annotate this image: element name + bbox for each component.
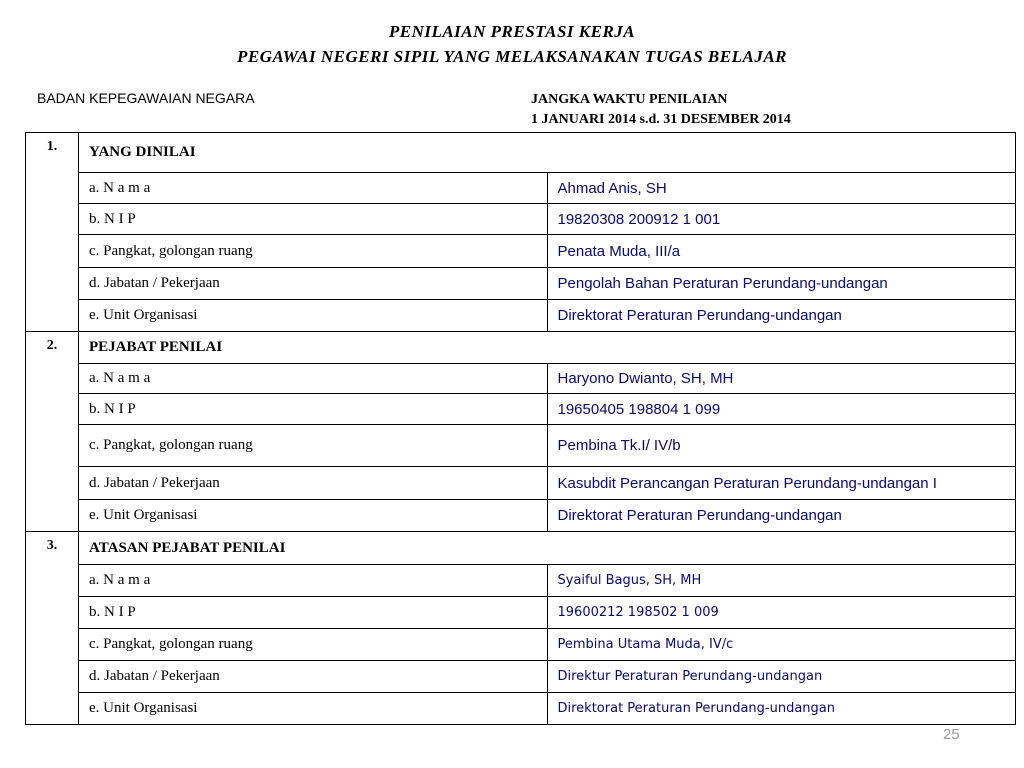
- agency-name: BADAN KEPEGAWAIAN NEGARA: [37, 90, 255, 106]
- section-1-number: 1.: [26, 133, 79, 332]
- section-2-heading: PEJABAT PENILAI: [79, 332, 1016, 364]
- assessment-period: [531, 90, 791, 130]
- table-row: [26, 268, 1016, 300]
- nip-label: b. N I P: [79, 204, 548, 235]
- period-label: JANGKA WAKTU PENILAIAN: [531, 92, 728, 107]
- title-line-1: PENILAIAN PRESTASI KERJA: [388, 22, 636, 41]
- section-2-heading-row: [26, 332, 1016, 364]
- section-3-heading-row: [26, 532, 1016, 565]
- section-3-jabatan-value: Direktur Peraturan Perundang-undangan: [547, 661, 1016, 693]
- jabatan-label: d. Jabatan / Pekerjaan: [79, 467, 548, 500]
- section-1-heading-row: [26, 133, 1016, 173]
- section-2-nama-value: Haryono Dwianto, SH, MH: [547, 364, 1016, 394]
- period-value: 1 JANUARI 2014 s.d. 31 DESEMBER 2014: [531, 112, 791, 127]
- table-row: [26, 300, 1016, 332]
- jabatan-label: d. Jabatan / Pekerjaan: [79, 661, 548, 693]
- pangkat-label: c. Pangkat, golongan ruang: [79, 425, 548, 467]
- table-row: [26, 629, 1016, 661]
- unit-label: e. Unit Organisasi: [79, 500, 548, 532]
- section-3-nama-value: Syaiful Bagus, SH, MH: [547, 565, 1016, 597]
- unit-label: e. Unit Organisasi: [79, 300, 548, 332]
- table-row: [26, 394, 1016, 425]
- table-row: [26, 597, 1016, 629]
- nama-label: a. N a m a: [79, 565, 548, 597]
- table-row: [26, 661, 1016, 693]
- section-3-unit-value: Direktorat Peraturan Perundang-undangan: [547, 693, 1016, 725]
- jabatan-label: d. Jabatan / Pekerjaan: [79, 268, 548, 300]
- assessment-table: [25, 132, 1016, 725]
- section-3-nip-value: 19600212 198502 1 009: [547, 597, 1016, 629]
- table-row: [26, 467, 1016, 500]
- table-row: [26, 500, 1016, 532]
- section-2-jabatan-value: Kasubdit Perancangan Peraturan Perundang-undangan I: [547, 467, 1016, 500]
- table-row: [26, 235, 1016, 268]
- section-1-jabatan-value: Pengolah Bahan Peraturan Perundang-undangan: [547, 268, 1016, 300]
- section-2-number: 2.: [26, 332, 79, 532]
- nama-label: a. N a m a: [79, 364, 548, 394]
- page-number: 25: [943, 726, 960, 743]
- table-row: [26, 565, 1016, 597]
- pangkat-label: c. Pangkat, golongan ruang: [79, 629, 548, 661]
- section-2-unit-value: Direktorat Peraturan Perundang-undangan: [547, 500, 1016, 532]
- section-3-pangkat-value: Pembina Utama Muda, IV/c: [547, 629, 1016, 661]
- section-3-heading: ATASAN PEJABAT PENILAI: [79, 532, 1016, 565]
- section-2-nip-value: 19650405 198804 1 099: [547, 394, 1016, 425]
- section-3-number: 3.: [26, 532, 79, 725]
- section-1-pangkat-value: Penata Muda, III/a: [547, 235, 1016, 268]
- section-1-unit-value: Direktorat Peraturan Perundang-undangan: [547, 300, 1016, 332]
- table-row: [26, 204, 1016, 235]
- nama-label: a. N a m a: [79, 173, 548, 204]
- table-row: [26, 364, 1016, 394]
- unit-label: e. Unit Organisasi: [79, 693, 548, 725]
- table-row: [26, 425, 1016, 467]
- title-line-2: PEGAWAI NEGERI SIPIL YANG MELAKSANAKAN TUGAS BELAJAR: [237, 47, 787, 66]
- table-row: [26, 173, 1016, 204]
- nip-label: b. N I P: [79, 597, 548, 629]
- section-1-nip-value: 19820308 200912 1 001: [547, 204, 1016, 235]
- nip-label: b. N I P: [79, 394, 548, 425]
- section-1-nama-value: Ahmad Anis, SH: [547, 173, 1016, 204]
- section-1-heading: YANG DINILAI: [79, 133, 1016, 173]
- section-2-pangkat-value: Pembina Tk.I/ IV/b: [547, 425, 1016, 467]
- table-row: [26, 693, 1016, 725]
- pangkat-label: c. Pangkat, golongan ruang: [79, 235, 548, 268]
